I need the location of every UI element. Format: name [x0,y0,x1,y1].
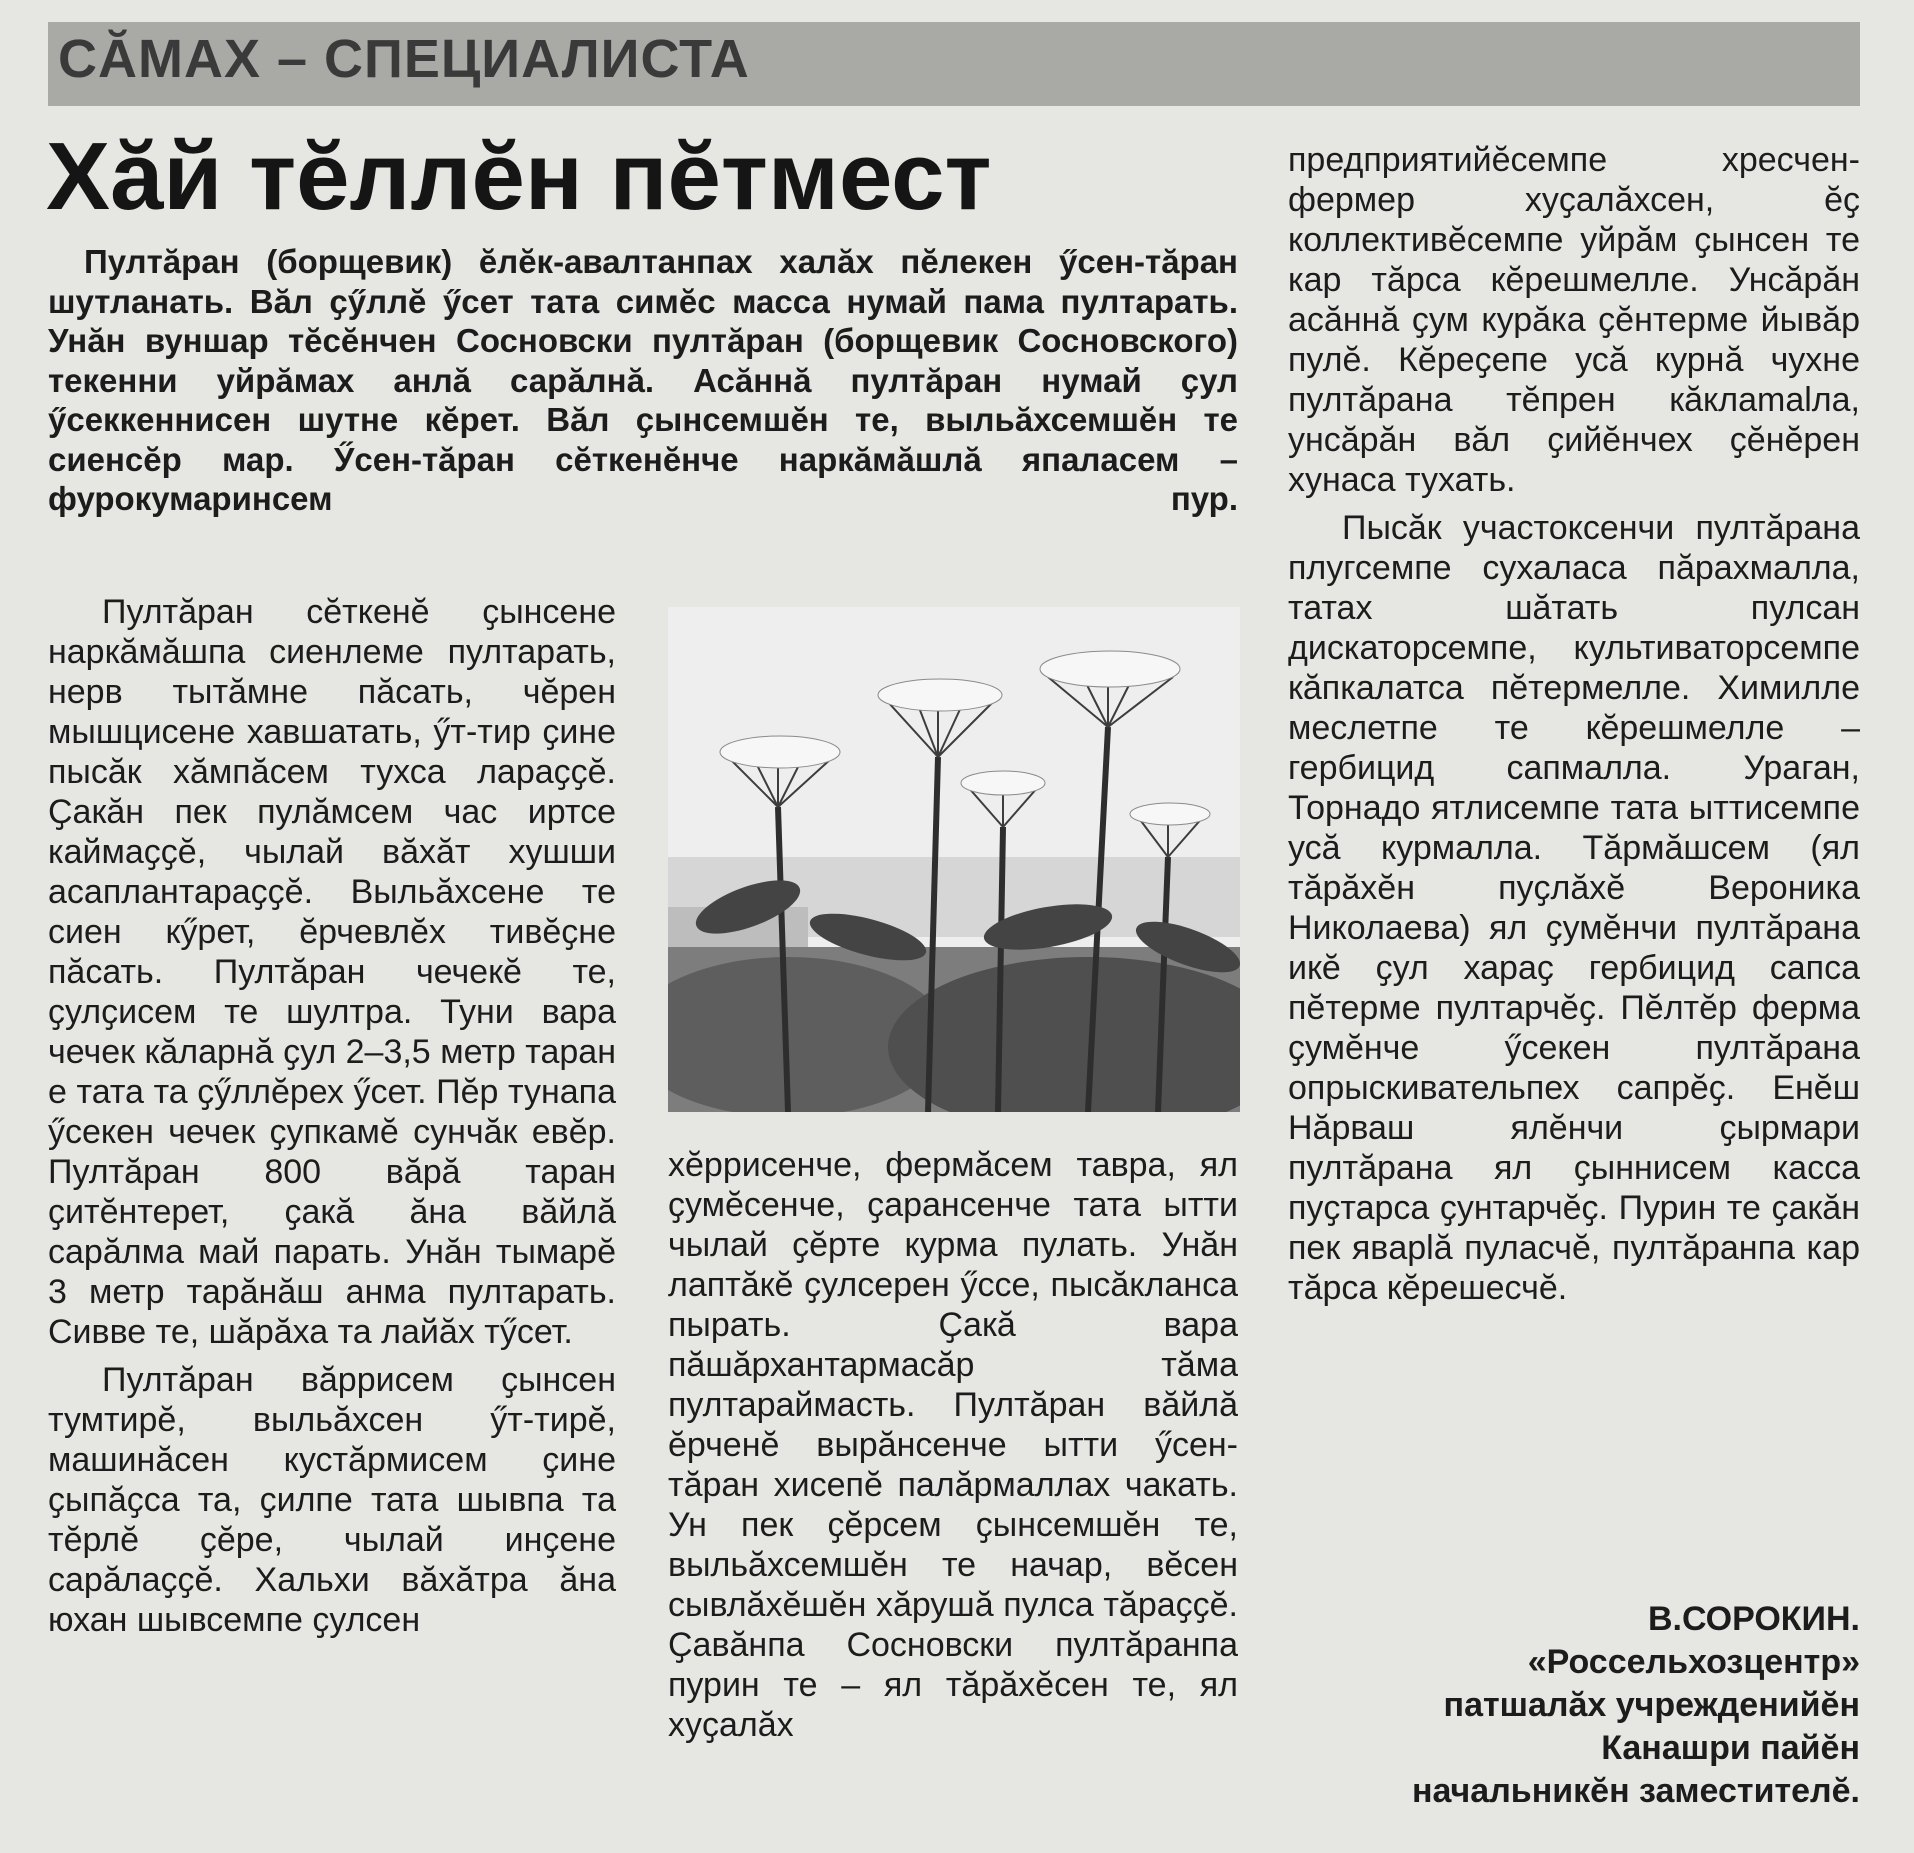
section-header-bar [48,22,1860,106]
author-name: В.СОРОКИН. [1647,1600,1860,1638]
author-position-line: Канашри пайӗн [1601,1729,1860,1767]
author-position-line: патшалӑх учрежденийӗн [1443,1686,1860,1724]
article-column-1 [48,592,616,1847]
author-org: «Россельхозцентр» [1527,1643,1860,1681]
article-lead: Пултӑран (борщевик) ӗлӗк-авалтанпах халӑх пӗлекен ӳсен-тӑран шутланать. Вӑл ҫӳллӗ ӳсет тата симӗс масса нумай пама пултарать. Унӑн вуншар тӗсӗнчен Сосновски пултӑран (борщевик Сосновского) текенни уйрӑмах анлӑ сарӑлнӑ. Асӑннӑ пултӑран нумай ҫул ӳсеккеннисен шутне кӗрет. Вӑл ҫынсемшӗн те, выльӑхсемшӗн те сиенсӗр мар. Ӳсен-тӑран сӗткенӗнче наркӑмӑшлӑ япаласем – фурокумаринсем пур. [48,243,1238,517]
section-title: СӐМАХ – СПЕЦИАЛИСТА [58,29,750,89]
plant-illustration [668,607,1240,1112]
article-column-2 [668,1145,1238,1847]
author-signature [1288,1598,1860,1813]
author-position-line: начальникӗн заместителӗ. [1411,1772,1860,1810]
borscht-plant-photo [668,607,1240,1112]
article-paragraph: предприятийӗсемпе хресчен-фермер хуҫалӑхсен, ӗҫ коллективӗсемпе уйрӑм ҫынсен те кар тӑрса кӗрешмелле. Унсӑрӑн асӑннӑ ҫум курӑка ҫӗнтерме йывӑр пулӗ. Кӗреҫепе усӑ курнӑ чухне пултӑрана тӗпрен кӑклamalла, унсӑрӑн вӑл ҫийӗнчех ҫӗнӗрен хунаса тухать. [1288,141,1860,499]
article-headline: Хӑй тӗллӗн пӗтмест [46,123,992,230]
article-column-3 [1288,140,1860,1385]
article-paragraph: Пултӑран сӗткенӗ ҫынсене наркӑмӑшпа сиенлеме пултарать, нерв тытӑмне пӑсать, чӗрен мышцисене хавшатать, ӳт-тир ҫине пысӑк хӑмпӑсем тухса лараҫҫӗ. Ҫакӑн пек пулӑмсем час иртсе каймаҫҫӗ, чылай вӑхӑт хушши асаплантараҫҫӗ. Выльӑхсене те сиен кӳрет, ӗрчевлӗх тивӗҫне пӑсать. Пултӑран чечекӗ те, ҫулҫисем те шултра. Туни вара чечек кӑларнӑ ҫул 2–3,5 метр таран е тата та ҫӳллӗрех ӳсет. Пӗр тунапа ӳсекен чечек ҫупкамӗ сунчӑк евӗр. Пултӑран 800 вӑрӑ таран ҫитӗнтерет, ҫакӑ ӑна вӑйлӑ сарӑлма май парать. Унӑн тымарӗ 3 метр тарӑнӑш анма пултарать. Сивве те, шӑрӑха та лайӑх тӳсет. [48,593,616,1351]
article-paragraph: хӗррисенче, фермӑсем тавра, ял ҫумӗсенче, ҫарансенче тата ытти чылай ҫӗрте курма пулать. Унӑн лаптӑкӗ ҫулсерен ӳссе, пысӑкланса пырать. Ҫакӑ вара пӑшӑрхантармасӑр тӑма пултараймасть. Пултӑран вӑйлӑ ӗрченӗ вырӑнсенче ытти ӳсен-тӑран хисепӗ палӑрмаллах чакать. Ун пек ҫӗрсем ҫынсемшӗн те, выльӑхсемшӗн те начар, вӗсен сывлӑхӗшӗн хӑрушӑ пулса тӑраҫҫӗ. Ҫавӑнпа Сосновски пултӑранпа пурин те – ял тӑрӑхӗсен те, ял хуҫалӑх [668,1146,1238,1744]
article-paragraph: Пултӑран вӑррисем ҫынсен тумтирӗ, выльӑхсен ӳт-тирӗ, машинӑсен кустӑрмисем ҫине ҫыпӑҫса та, ҫилпе тата шывпа та тӗрлӗ ҫӗре, чылай инҫене сарӑлаҫҫӗ. Хальхи вӑхӑтра ӑна юхан шывсемпе ҫулсен [48,1361,616,1639]
article-paragraph: Пысӑк участоксенчи пултӑрана плугсемпе сухаласа пӑрахмалла, татах шӑтать пулсан дискаторсемпе, культиваторсемпе кӑпкалатса пӗтермелле. Химилле меслетпе те кӗрешмелле – гербицид сапмалла. Ураган, Торнадо ятлисемпе тата ыттисемпе усӑ курмалла. Тӑрмӑшсем (ял тӑрӑхӗн пуҫлӑхӗ Вероника Николаева) ял ҫумӗнчи пултӑрана икӗ ҫул хараҫ гербицид сапса пӗтерме пултарчӗҫ. Пӗлтӗр ферма ҫумӗнче ӳсекен пултӑрана опрыскивательпех сапрӗҫ. Енӗш Нӑрваш ялӗнчи ҫырмари пултӑрана ял ҫыннисем касса пуҫтарса ҫунтарчӗҫ. Пурин те ҫакӑн пек явaplӑ пуласчӗ, пултӑранпа кар тӑрса кӗрешесчӗ. [1288,509,1860,1307]
